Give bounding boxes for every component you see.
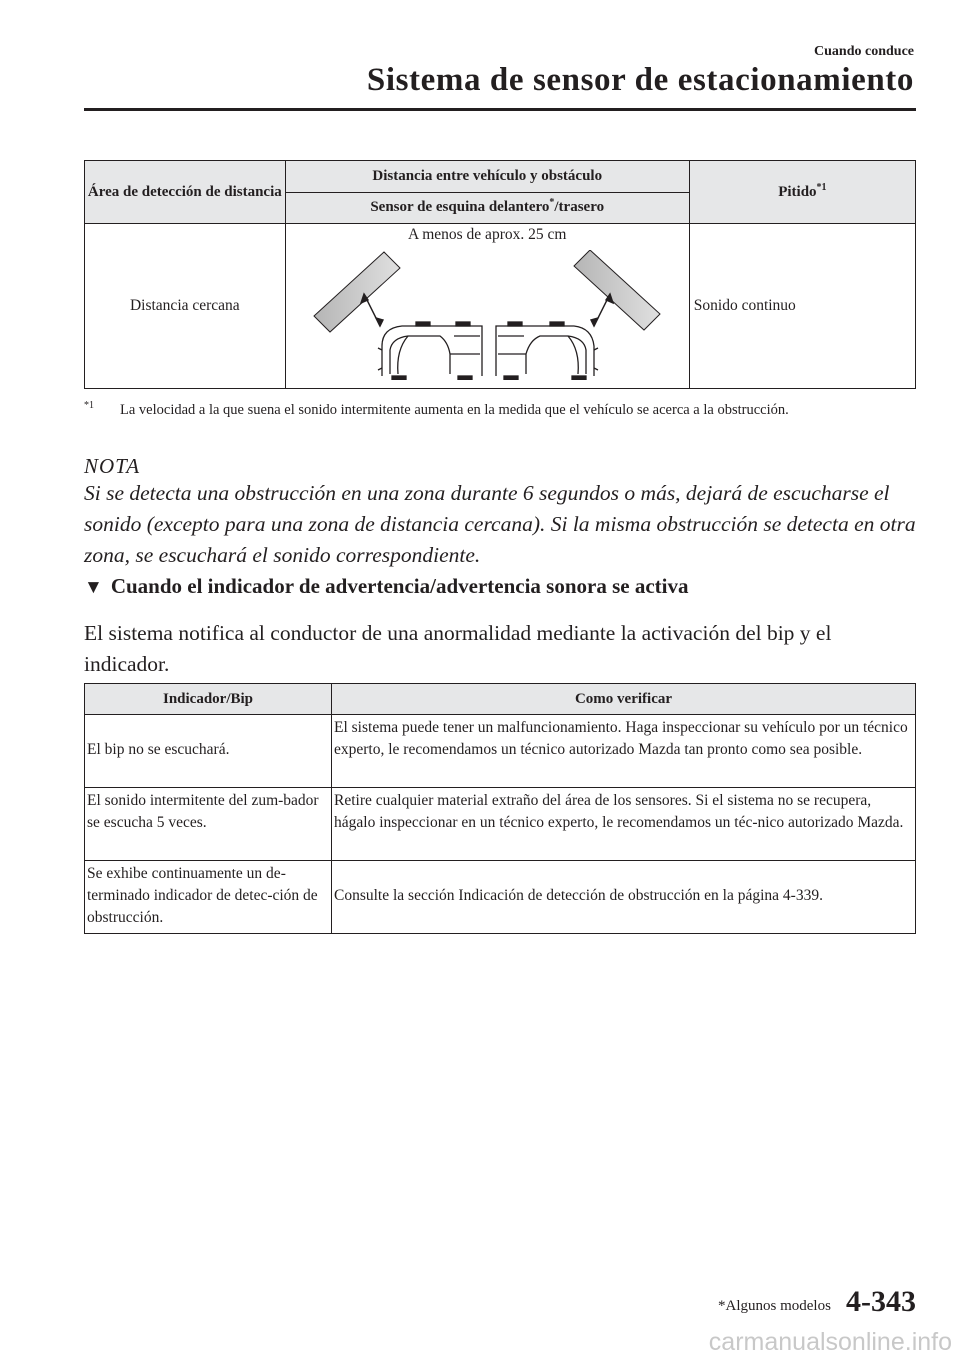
left-obstacle bbox=[314, 252, 400, 332]
sensor-label-suffix: /trasero bbox=[554, 199, 605, 216]
table-header-indicador: Indicador/Bip bbox=[85, 684, 332, 715]
table-row bbox=[85, 224, 916, 389]
left-distance-arrow bbox=[361, 294, 383, 326]
sensor-label: Sensor de esquina delantero bbox=[370, 199, 550, 216]
pitido-label: Pitido bbox=[778, 183, 817, 200]
table-row bbox=[85, 715, 916, 788]
footnote-mark bbox=[84, 398, 94, 422]
action-cell: Consulte la sección Indicación de detección de obstrucción en la página 4-339. bbox=[332, 861, 916, 934]
watermark: carmanualsonline.info bbox=[708, 1328, 952, 1356]
indicator-cell: El sonido intermitente del zum-bador se escucha 5 veces. bbox=[85, 788, 332, 861]
distance-text: A menos de aprox. 25 cm bbox=[408, 226, 567, 243]
table-header-sensor bbox=[285, 192, 689, 224]
pitido-footnote-ref: *1 bbox=[816, 181, 827, 193]
right-distance-arrow bbox=[591, 294, 613, 326]
table-header-distance: Distancia entre vehículo y obstáculo bbox=[285, 161, 689, 193]
chapter-label: Cuando conduce bbox=[814, 44, 914, 59]
detection-table bbox=[84, 160, 916, 389]
pitido-cell: Sonido continuo bbox=[689, 224, 915, 389]
table-row bbox=[85, 861, 916, 934]
page-number: 4-343 bbox=[846, 1285, 916, 1318]
footnote bbox=[84, 398, 914, 422]
indicator-table bbox=[84, 683, 916, 934]
section-body: El sistema notifica al conductor de una anormalidad mediante la activación del bip y el indicador. bbox=[84, 621, 832, 676]
footnote-text: La velocidad a la que suena el sonido intermitente aumenta en la medida que el vehículo se acerca a la obstrucción. bbox=[120, 402, 789, 418]
indicator-cell: Se exhibe continuamente un de-terminado indicador de detec-ción de obstrucción. bbox=[85, 861, 332, 934]
distance-cell bbox=[285, 224, 689, 389]
table-header-area: Área de detección de distancia bbox=[85, 161, 286, 224]
table-row bbox=[85, 788, 916, 861]
indicator-cell: El bip no se escuchará. bbox=[85, 715, 332, 788]
action-cell: Retire cualquier material extraño del área de los sensores. Si el sistema no se recupera, hágalo inspeccionar en un técnico experto, le recomendamos un téc-nico autorizado Mazda. bbox=[332, 788, 916, 861]
action-cell: El sistema puede tener un malfuncionamiento. Haga inspeccionar su vehículo por un técnico experto, le recomendamos un técnico autorizado Mazda tan pronto como sea posible. bbox=[332, 715, 916, 788]
triangle-down-icon: ▼ bbox=[84, 577, 103, 598]
page-title: Sistema de sensor de estacionamiento bbox=[366, 62, 914, 98]
right-obstacle bbox=[574, 250, 660, 330]
corner-sensor-illustration bbox=[312, 250, 662, 380]
section-heading bbox=[84, 574, 688, 599]
sensor-asterisk: * bbox=[549, 197, 555, 209]
footnote-mark-text: *1 bbox=[84, 400, 94, 412]
area-cell: Distancia cercana bbox=[85, 224, 286, 389]
section-heading-text: Cuando el indicador de advertencia/advertencia sonora se activa bbox=[110, 574, 689, 598]
nota-text: Si se detecta una obstrucción en una zona durante 6 segundos o más, dejará de escucharse el sonido (excepto para una zona de distancia cercana). Si la misma obstrucción se detecta en otra zona, se escuchará el sonido correspondiente. bbox=[84, 481, 916, 567]
header-divider bbox=[84, 108, 916, 111]
table-header-verificar: Como verificar bbox=[332, 684, 916, 715]
front-car-icon bbox=[378, 322, 482, 380]
nota-label: NOTA bbox=[84, 454, 141, 478]
rear-car-icon bbox=[496, 322, 598, 380]
footer-note: *Algunos modelos bbox=[718, 1298, 831, 1314]
table-header-pitido bbox=[689, 161, 915, 224]
